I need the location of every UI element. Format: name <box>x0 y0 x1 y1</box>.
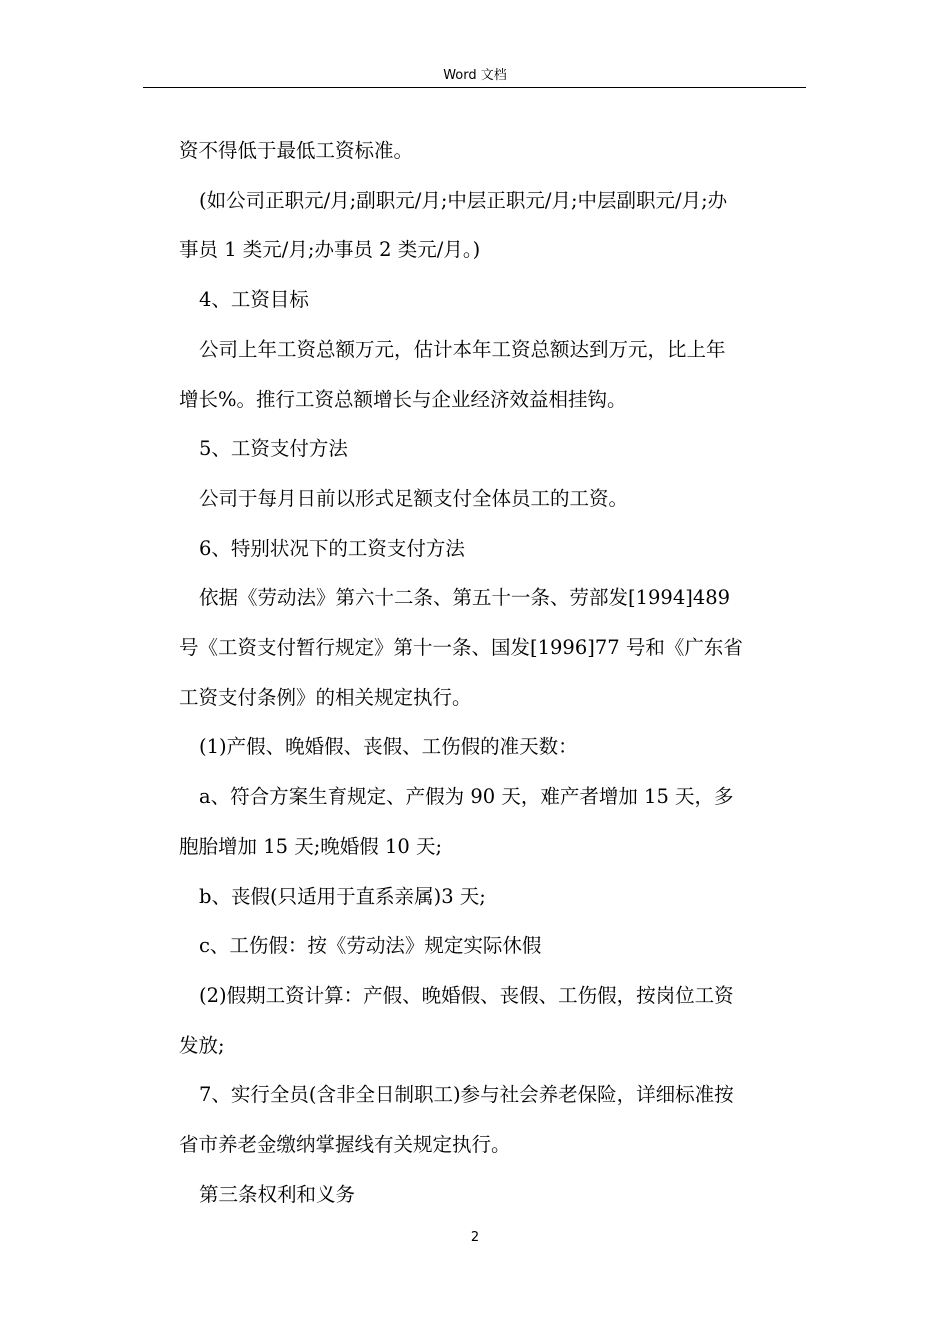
header-divider <box>143 87 806 88</box>
body-line: 号《工资支付暂行规定》第十一条、国发[1996]77 号和《广东省 <box>179 636 743 660</box>
body-line: 7、实行全员(含非全日制职工)参与社会养老保险，详细标准按 <box>199 1083 734 1107</box>
body-line: 公司于每月日前以形式足额支付全体员工的工资。 <box>199 486 629 510</box>
body-line: 5、工资支付方法 <box>199 437 348 461</box>
body-line: 4、工资目标 <box>199 288 309 312</box>
body-line: (如公司正职元/月;副职元/月;中层正职元/月;中层副职元/月;办 <box>199 188 728 212</box>
page-number: 2 <box>470 1230 480 1245</box>
body-line: 依据《劳动法》第六十二条、第五十一条、劳部发[1994]489 <box>199 586 731 610</box>
body-line: 资不得低于最低工资标准。 <box>179 139 414 162</box>
body-line: (2)假期工资计算：产假、晚婚假、丧假、工伤假，按岗位工资 <box>199 983 734 1007</box>
page-header-title: Word 文档 <box>443 68 507 83</box>
body-line: (1)产假、晚婚假、丧假、工伤假的准天数： <box>199 735 578 759</box>
body-line: 胞胎增加 15 天;晚婚假 10 天; <box>179 834 443 858</box>
body-line: 发放; <box>179 1033 225 1057</box>
body-line: 第三条权利和义务 <box>199 1182 356 1206</box>
body-line: b、丧假(只适用于直系亲属)3 天; <box>199 884 486 908</box>
document-body <box>179 126 804 1219</box>
body-line: 工资支付条例》的相关规定执行。 <box>179 685 472 709</box>
body-line: 增长%。推行工资总额增长与企业经济效益相挂钩。 <box>179 387 627 411</box>
body-line: 6、特别状况下的工资支付方法 <box>199 536 465 560</box>
body-line: a、符合方案生育规定、产假为 90 天，难产者增加 15 天，多 <box>199 785 734 809</box>
body-line: c、工伤假：按《劳动法》规定实际休假 <box>199 934 542 958</box>
body-line: 公司上年工资总额万元，估计本年工资总额达到万元，比上年 <box>199 337 726 361</box>
body-line: 事员 1 类元/月;办事员 2 类元/月。) <box>179 238 481 262</box>
body-line: 省市养老金缴纳掌握线有关规定执行。 <box>179 1133 511 1157</box>
